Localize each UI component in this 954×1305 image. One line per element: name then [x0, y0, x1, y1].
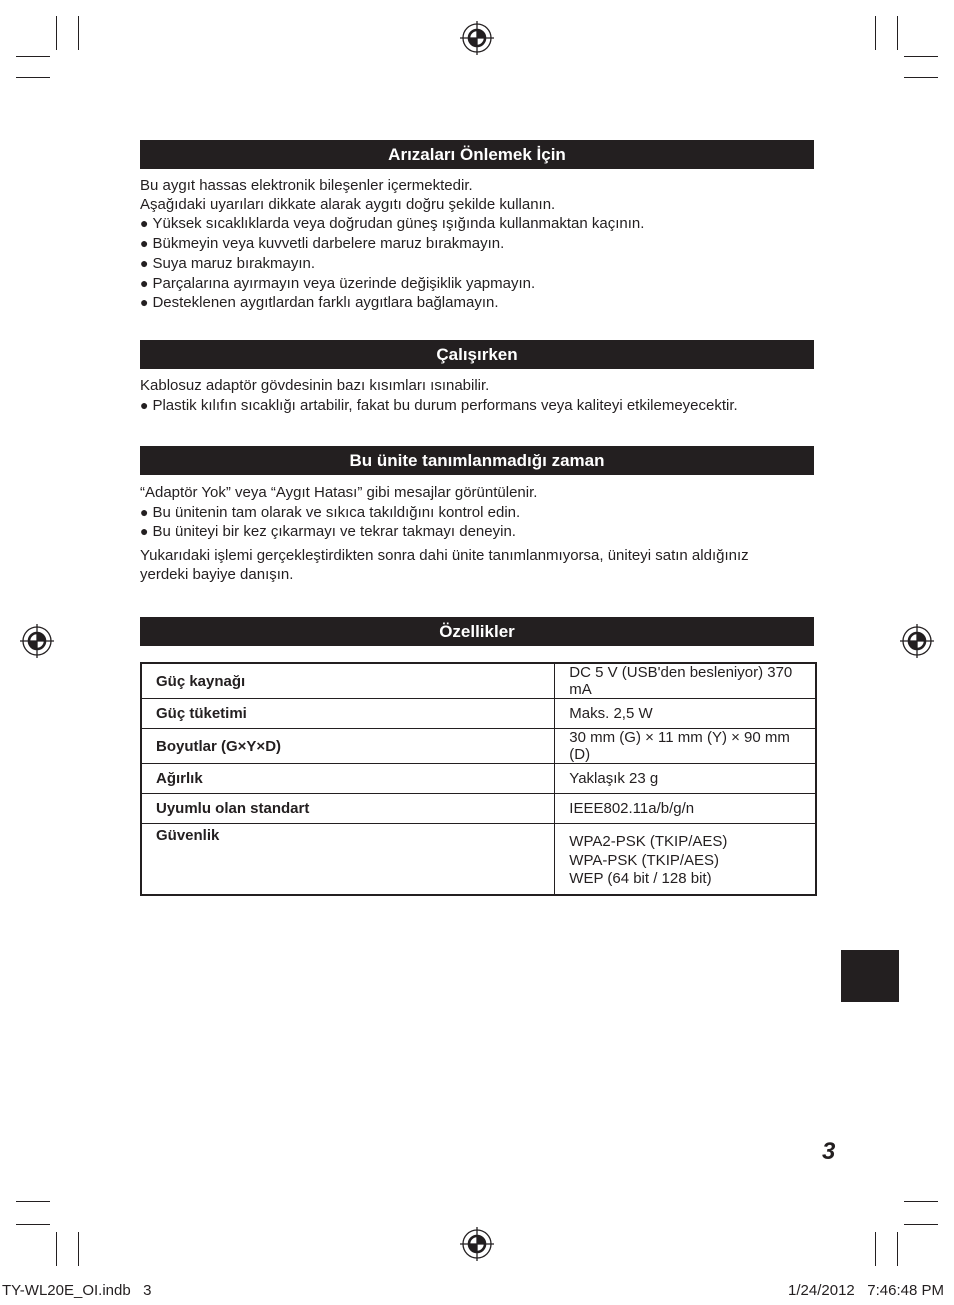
bullet-text: Desteklenen aygıtlardan farklı aygıtlara bağlamayın. — [152, 294, 499, 312]
spec-label: Ağırlık — [141, 764, 555, 794]
spec-label: Güç tüketimi — [141, 699, 555, 729]
spec-value: Yaklaşık 23 g — [555, 764, 816, 794]
crop-mark — [904, 77, 938, 78]
paragraph: yerdeki bayiye danışın. — [140, 565, 294, 583]
crop-mark — [16, 56, 50, 57]
crop-mark — [904, 1201, 938, 1202]
crop-mark — [897, 1232, 898, 1266]
bullet-item — [140, 293, 820, 313]
bullet-text: Parçalarına ayırmayın veya üzerinde değişiklik yapmayın. — [152, 274, 536, 292]
table-row — [141, 764, 816, 794]
bullet-item — [140, 503, 820, 523]
spec-value — [555, 824, 816, 896]
paragraph: Kablosuz adaptör gövdesinin bazı kısımları ısınabilir. — [140, 377, 490, 394]
crop-mark — [16, 1201, 50, 1202]
bullet-item — [140, 254, 820, 274]
section-heading-preventing-faults: Arızaları Önlemek İçin — [140, 140, 814, 169]
spec-label: Güvenlik — [141, 824, 555, 896]
registration-mark-icon — [900, 624, 934, 658]
section-heading-specs: Özellikler — [140, 617, 814, 646]
paragraph: “Adaptör Yok” veya “Aygıt Hatası” gibi mesajlar görüntülenir. — [140, 484, 538, 501]
bullet-text: Yüksek sıcaklıklarda veya doğrudan güneş ışığında kullanmaktan kaçının. — [152, 215, 645, 233]
bullet-item — [140, 214, 820, 234]
bullet-item — [140, 522, 820, 542]
spec-label: Boyutlar (G×Y×D) — [141, 729, 555, 764]
bullet-text: Bükmeyin veya kuvvetli darbelere maruz bırakmayın. — [152, 235, 505, 253]
crop-mark — [904, 56, 938, 57]
table-row — [141, 729, 816, 764]
section-body-preventing-faults — [140, 177, 820, 313]
bullet-item — [140, 274, 820, 294]
spec-value: 30 mm (G) × 11 mm (Y) × 90 mm (D) — [555, 729, 816, 764]
crop-mark — [56, 1232, 57, 1266]
bullet-item — [140, 234, 820, 254]
footer-timestamp — [788, 1282, 944, 1299]
registration-mark-icon — [460, 21, 494, 55]
footer-right-text: 1/24/2012 7:46:48 PM — [788, 1282, 944, 1299]
section-heading-while-operating: Çalışırken — [140, 340, 814, 369]
registration-mark-icon — [20, 624, 54, 658]
crop-mark — [897, 16, 898, 50]
spec-value: Maks. 2,5 W — [555, 699, 816, 729]
spec-value-multiline: WPA2-PSK (TKIP/AES) WPA-PSK (TKIP/AES) WEP (64 bit / 128 bit) — [569, 833, 728, 888]
thumb-index-tab — [841, 950, 899, 1002]
specs-table — [140, 662, 817, 896]
spec-value: IEEE802.11a/b/g/n — [555, 794, 816, 824]
section-note-not-recognized — [140, 547, 820, 584]
section-body-not-recognized — [140, 484, 820, 542]
crop-mark — [16, 77, 50, 78]
table-row — [141, 699, 816, 729]
crop-mark — [56, 16, 57, 50]
crop-mark — [904, 1224, 938, 1225]
section-heading-not-recognized: Bu ünite tanımlanmadığı zaman — [140, 446, 814, 475]
bullet-text: Bu üniteyi bir kez çıkarmayı ve tekrar takmayı deneyin. — [152, 523, 516, 541]
paragraph: Yukarıdaki işlemi gerçekleştirdikten sonra dahi ünite tanımlanmıyorsa, üniteyi satın aldığınız — [140, 547, 749, 564]
paragraph: Aşağıdaki uyarıları dikkate alarak aygıtı doğru şekilde kullanın. — [140, 195, 556, 213]
footer-left-text: TY-WL20E_OI.indb 3 — [2, 1282, 152, 1299]
paragraph: Bu aygıt hassas elektronik bileşenler içermektedir. — [140, 177, 473, 194]
bullet-text: Bu ünitenin tam olarak ve sıkıca takıldığını kontrol edin. — [152, 503, 521, 521]
spec-label: Güç kaynağı — [141, 663, 555, 699]
crop-mark — [875, 16, 876, 50]
bullet-text: Suya maruz bırakmayın. — [152, 254, 316, 272]
spec-label: Uyumlu olan standart — [141, 794, 555, 824]
table-row — [141, 663, 816, 699]
section-body-while-operating — [140, 377, 820, 415]
crop-mark — [875, 1232, 876, 1266]
crop-mark — [16, 1224, 50, 1225]
crop-mark — [78, 1232, 79, 1266]
bullet-item — [140, 396, 820, 416]
crop-mark — [78, 16, 79, 50]
spec-value: DC 5 V (USB'den besleniyor) 370 mA — [555, 663, 816, 699]
page-number: 3 — [822, 1138, 836, 1165]
table-row — [141, 824, 816, 896]
bullet-text: Plastik kılıfın sıcaklığı artabilir, fakat bu durum performans veya kaliteyi etkilemeyecektir. — [152, 396, 738, 414]
footer-file-info — [2, 1282, 152, 1299]
registration-mark-icon — [460, 1227, 494, 1261]
table-row — [141, 794, 816, 824]
